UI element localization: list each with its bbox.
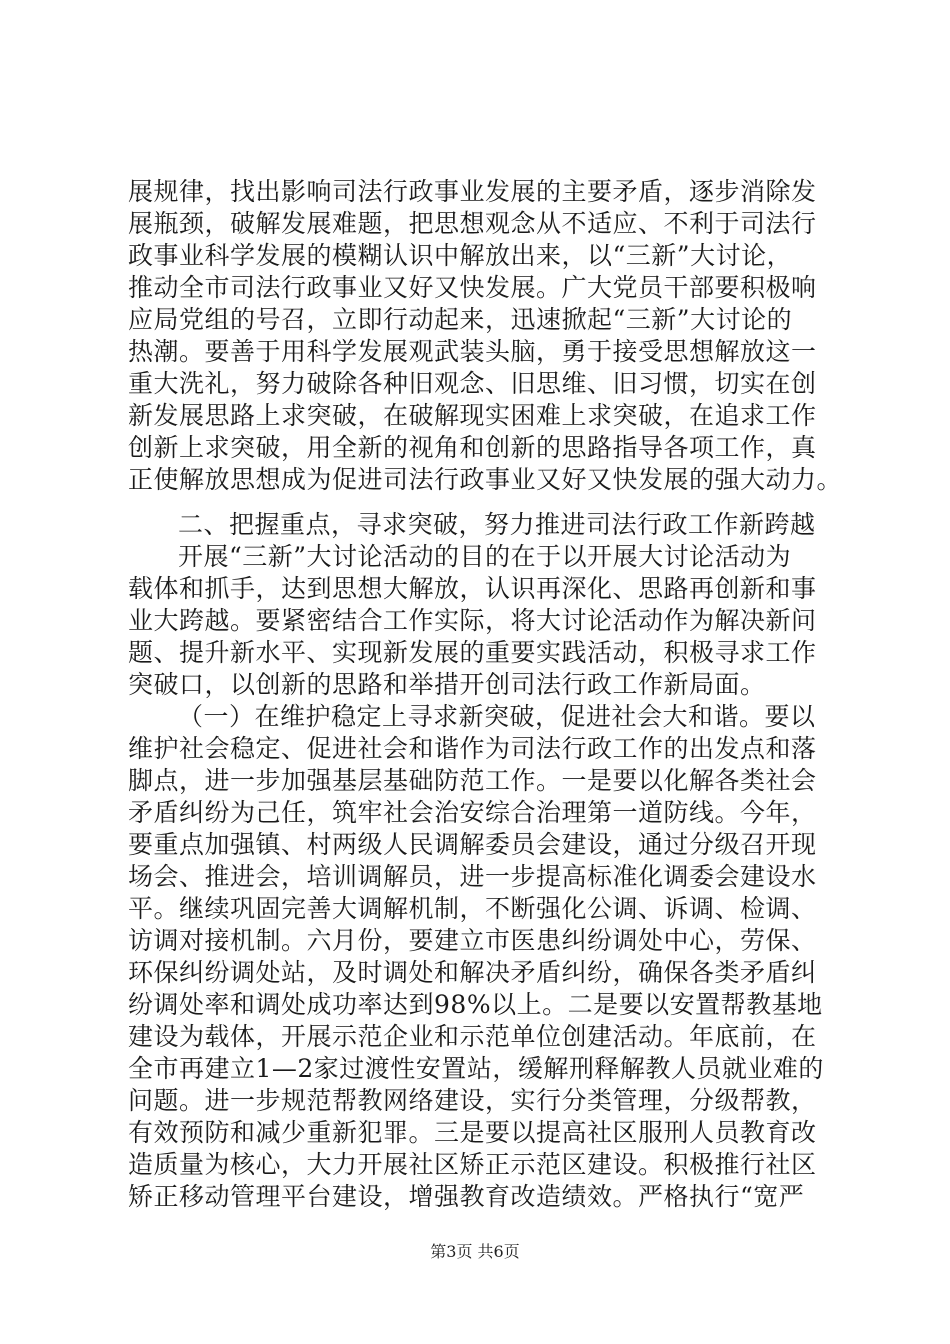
text-line: 问题。进一步规范帮教网络建设，实行分类管理，分级帮教， <box>128 1086 817 1115</box>
text-line: （一）在维护稳定上寻求新突破，促进社会大和谐。要以 <box>178 702 816 731</box>
text-line: 场会、推进会，培训调解员，进一步提高标准化调委会建设水 <box>128 862 817 891</box>
text-line: 应局党组的号召，立即行动起来，迅速掀起“三新”大讨论的 <box>128 305 793 334</box>
text-line: 脚点，进一步加强基层基础防范工作。一是要以化解各类社会 <box>128 766 817 795</box>
text-line: 热潮。要善于用科学发展观武装头脑，勇于接受思想解放这一 <box>128 337 817 366</box>
text-line: 展规律，找出影响司法行政事业发展的主要矛盾，逐步消除发 <box>128 177 817 206</box>
paragraph-1 <box>128 176 843 496</box>
text-line: 重大洗礼，努力破除各种旧观念、旧思维、旧习惯，切实在创 <box>128 369 817 398</box>
text-line: 建设为载体，开展示范企业和示范单位创建活动。年底前，在 <box>128 1022 817 1051</box>
text-line: 推动全市司法行政事业又好又快发展。广大党员干部要积极响 <box>128 273 817 302</box>
text-line: 突破口，以创新的思路和举措开创司法行政工作新局面。 <box>128 670 766 699</box>
page-number-footer: 第3页 共6页 <box>430 1242 520 1261</box>
text-line: 开展“三新”大讨论活动的目的在于以开展大讨论活动为 <box>178 542 792 571</box>
text-line: 创新上求突破，用全新的视角和创新的思路指导各项工作，真 <box>128 433 817 462</box>
text-line: 纷调处率和调处成功率达到98%以上。二是要以安置帮教基地 <box>128 990 823 1019</box>
text-line: 访调对接机制。六月份，要建立市医患纠纷调处中心，劳保、 <box>128 926 817 955</box>
text-line: 业大跨越。要紧密结合工作实际，将大讨论活动作为解决新问 <box>128 606 817 635</box>
text-line: 环保纠纷调处站，及时调处和解决矛盾纠纷，确保各类矛盾纠 <box>128 958 817 987</box>
section-heading: 二、把握重点，寻求突破，努力推进司法行政工作新跨越 <box>178 510 816 539</box>
section-2 <box>128 509 832 1213</box>
text-line: 正使解放思想成为促进司法行政事业又好又快发展的强大动力。 <box>128 465 843 494</box>
text-line: 维护社会稳定、促进社会和谐作为司法行政工作的出发点和落 <box>128 734 817 763</box>
text-line: 载体和抓手，达到思想大解放，认识再深化、思路再创新和事 <box>128 574 817 603</box>
text-line: 造质量为核心，大力开展社区矫正示范区建设。积极推行社区 <box>128 1150 817 1179</box>
text-line: 政事业科学发展的模糊认识中解放出来，以“三新”大讨论， <box>128 241 793 270</box>
text-line: 有效预防和减少重新犯罪。三是要以提高社区服刑人员教育改 <box>128 1118 817 1147</box>
text-line: 要重点加强镇、村两级人民调解委员会建设，通过分级召开现 <box>128 830 817 859</box>
text-line: 全市再建立1—2家过渡性安置站，缓解刑释解教人员就业难的 <box>128 1054 824 1083</box>
text-line: 展瓶颈，破解发展难题，把思想观念从不适应、不利于司法行 <box>128 209 817 238</box>
text-line: 新发展思路上求突破，在破解现实困难上求突破，在追求工作 <box>128 401 817 430</box>
text-line: 矛盾纠纷为己任，筑牢社会治安综合治理第一道防线。今年， <box>128 798 817 827</box>
text-line: 题、提升新水平、实现新发展的重要实践活动，积极寻求工作 <box>128 638 817 667</box>
text-line: 矫正移动管理平台建设，增强教育改造绩效。严格执行“宽严 <box>128 1182 805 1211</box>
text-line: 平。继续巩固完善大调解机制，不断强化公调、诉调、检调、 <box>128 894 817 923</box>
